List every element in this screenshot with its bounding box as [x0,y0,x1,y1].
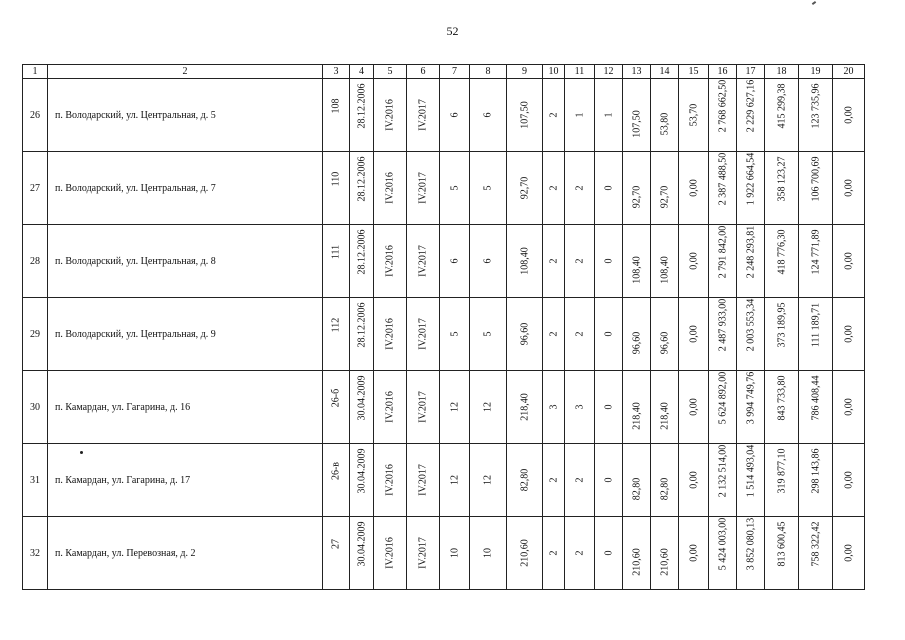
page-number: 52 [446,24,459,38]
date-cell [350,517,374,590]
column-header: 11 [565,65,595,79]
rooms-private-cell [565,225,595,298]
area-total-cell [623,371,651,444]
local-budget-cell [799,517,833,590]
cost-total-cell-text: 2 132 514,00 [717,445,728,498]
extra-funds-cell [833,298,865,371]
area-private-cell-text: 108,40 [659,255,670,284]
regional-budget-cell-text: 843 733,80 [776,375,787,421]
extra-funds-cell-text: 0,00 [843,325,854,343]
fund-cell [737,152,765,225]
cost-total-cell-text: 2 387 488,50 [717,153,728,206]
end-period-cell-text: IV.2017 [417,172,429,204]
regional-budget-cell-text: 418 776,30 [776,229,787,275]
rooms-cell [543,444,565,517]
regional-budget-cell-text: 813 600,45 [776,521,787,567]
rooms-cell-text: 2 [548,331,559,337]
area-cell-text: 82,80 [519,468,530,492]
rooms-cell-text: 2 [548,185,559,191]
column-header: 5 [374,65,407,79]
rooms-private-cell-text: 2 [574,185,585,191]
residents-cell [440,79,470,152]
regional-budget-cell [765,298,799,371]
address-cell: п. Камардан, ул. Перевозная, д. 2 [48,517,323,590]
extra-funds-cell [833,79,865,152]
end-period-cell [407,371,440,444]
table-row [23,517,865,590]
area-cell-text: 107,50 [519,101,530,129]
house-id-cell [323,371,350,444]
area-cell [507,298,543,371]
end-period-cell [407,79,440,152]
rooms-private-cell-text: 2 [574,258,585,264]
row-number: 28 [23,225,48,298]
regional-budget-cell-text: 358 123,27 [776,156,787,202]
area-municipal-cell-text: 0,00 [688,325,699,343]
local-budget-cell [799,444,833,517]
house-id-cell [323,79,350,152]
row-number: 26 [23,79,48,152]
local-budget-cell-text: 111 189,71 [810,303,821,348]
area-cell-text: 210,60 [519,539,530,567]
residents-cell-text: 10 [449,548,460,558]
rooms-private-cell-text: 3 [574,404,585,410]
rooms-private-cell [565,444,595,517]
date-cell-text: 30.04.2009 [356,521,367,567]
residents-resettled-cell [470,79,507,152]
local-budget-cell-text: 786 408,44 [810,375,821,421]
table-row [23,298,865,371]
regional-budget-cell [765,152,799,225]
rooms-private-cell [565,152,595,225]
residents-resettled-cell [470,152,507,225]
column-header: 13 [623,65,651,79]
header-row [23,65,865,79]
house-id-cell-text: 27 [330,539,342,550]
residents-cell [440,444,470,517]
residents-resettled-cell [470,444,507,517]
start-period-cell [374,444,407,517]
local-budget-cell-text: 758 322,42 [810,521,821,567]
rooms-municipal-cell-text: 0 [603,550,614,556]
column-header: 3 [323,65,350,79]
address-cell: п. Камардан, ул. Гагарина, д. 16 [48,371,323,444]
extra-funds-cell-text: 0,00 [843,106,854,124]
residents-cell-text: 5 [449,185,460,191]
area-cell-text: 92,70 [519,176,530,200]
rooms-cell-text: 2 [548,550,559,556]
fund-cell [737,298,765,371]
area-municipal-cell [679,371,709,444]
date-cell [350,79,374,152]
end-period-cell-text: IV.2017 [417,391,429,423]
rooms-private-cell-text: 2 [574,331,585,337]
area-cell [507,79,543,152]
end-period-cell [407,517,440,590]
area-municipal-cell-text: 0,00 [688,179,699,197]
area-municipal-cell-text: 0,00 [688,544,699,562]
residents-resettled-cell [470,225,507,298]
start-period-cell [374,79,407,152]
fund-cell [737,79,765,152]
column-header: 7 [440,65,470,79]
table-row [23,152,865,225]
start-period-cell [374,298,407,371]
column-header: 18 [765,65,799,79]
local-budget-cell [799,371,833,444]
rooms-cell [543,517,565,590]
start-period-cell-text: IV.2016 [384,99,396,131]
rooms-cell-text: 2 [548,477,559,483]
area-municipal-cell [679,152,709,225]
column-header: 2 [48,65,323,79]
fund-cell-text: 2 229 627,16 [745,80,756,133]
residents-resettled-cell-text: 5 [482,331,494,337]
extra-funds-cell [833,444,865,517]
area-total-cell [623,517,651,590]
area-municipal-cell-text: 0,00 [688,398,699,416]
cost-total-cell-text: 2 791 842,00 [717,226,728,279]
area-private-cell [651,371,679,444]
rooms-municipal-cell-text: 0 [603,404,614,410]
start-period-cell-text: IV.2016 [384,537,396,569]
area-cell-text: 108,40 [519,247,530,275]
area-total-cell [623,225,651,298]
area-cell-text: 218,40 [519,393,530,421]
row-number: 31 [23,444,48,517]
residents-resettled-cell [470,517,507,590]
cost-total-cell-text: 5 624 892,00 [717,372,728,425]
extra-funds-cell [833,517,865,590]
scan-mark [812,1,816,5]
column-header: 9 [507,65,543,79]
area-total-cell-text: 107,50 [631,109,642,138]
start-period-cell [374,371,407,444]
residents-resettled-cell [470,371,507,444]
fund-cell-text: 1 514 493,04 [745,445,756,498]
fund-cell-text: 3 994 749,76 [745,372,756,425]
row-number: 32 [23,517,48,590]
area-municipal-cell-text: 53,70 [688,103,699,127]
date-cell-text: 28.12.2006 [356,83,367,129]
area-municipal-cell [679,517,709,590]
end-period-cell [407,444,440,517]
row-number: 30 [23,371,48,444]
local-budget-cell-text: 106 700,69 [810,156,821,202]
regional-budget-cell [765,225,799,298]
column-header: 14 [651,65,679,79]
house-id-cell-text: 26-в [330,462,342,481]
residents-cell [440,152,470,225]
regional-budget-cell [765,371,799,444]
residents-cell-text: 6 [449,112,460,118]
column-header: 19 [799,65,833,79]
table-row [23,444,865,517]
house-id-cell [323,444,350,517]
fund-cell-text: 3 852 080,13 [745,518,756,571]
area-total-cell-text: 218,40 [631,401,642,430]
area-private-cell-text: 82,80 [659,477,670,500]
date-cell-text: 30.04.2009 [356,375,367,421]
rooms-private-cell [565,79,595,152]
local-budget-cell [799,152,833,225]
area-private-cell-text: 96,60 [659,331,670,354]
local-budget-cell-text: 123 735,96 [810,83,821,129]
end-period-cell-text: IV.2017 [417,245,429,277]
area-total-cell [623,79,651,152]
start-period-cell [374,517,407,590]
address-cell: п. Камардан, ул. Гагарина, д. 17 [48,444,323,517]
rooms-municipal-cell [595,517,623,590]
date-cell [350,225,374,298]
date-cell [350,298,374,371]
row-number: 29 [23,298,48,371]
area-private-cell [651,152,679,225]
fund-cell [737,371,765,444]
rooms-private-cell-text: 2 [574,477,585,483]
start-period-cell-text: IV.2016 [384,391,396,423]
end-period-cell-text: IV.2017 [417,537,429,569]
cost-total-cell [709,371,737,444]
extra-funds-cell-text: 0,00 [843,179,854,197]
cost-total-cell [709,152,737,225]
regional-budget-cell-text: 415 299,38 [776,83,787,129]
date-cell-text: 28.12.2006 [356,156,367,202]
area-cell [507,444,543,517]
column-header: 12 [595,65,623,79]
date-cell-text: 30.04.2009 [356,448,367,494]
cost-total-cell-text: 2 487 933,00 [717,299,728,352]
residents-cell-text: 6 [449,258,460,264]
column-header: 20 [833,65,865,79]
end-period-cell [407,225,440,298]
area-private-cell [651,444,679,517]
rooms-municipal-cell-text: 0 [603,258,614,264]
area-total-cell-text: 82,80 [631,477,642,500]
fund-cell [737,517,765,590]
start-period-cell [374,225,407,298]
row-number: 27 [23,152,48,225]
local-budget-cell-text: 124 771,89 [810,229,821,275]
end-period-cell [407,298,440,371]
area-municipal-cell [679,225,709,298]
extra-funds-cell [833,152,865,225]
house-id-cell [323,225,350,298]
residents-resettled-cell-text: 6 [482,258,494,264]
cost-total-cell-text: 2 768 662,50 [717,80,728,133]
column-header: 6 [407,65,440,79]
residents-cell-text: 5 [449,331,460,337]
rooms-private-cell-text: 1 [574,112,585,118]
area-total-cell [623,444,651,517]
start-period-cell-text: IV.2016 [384,245,396,277]
start-period-cell-text: IV.2016 [384,172,396,204]
cost-total-cell [709,444,737,517]
residents-resettled-cell-text: 10 [482,548,494,558]
date-cell-text: 28.12.2006 [356,302,367,348]
area-private-cell [651,79,679,152]
residents-resettled-cell-text: 12 [482,475,494,485]
area-private-cell-text: 218,40 [659,401,670,430]
extra-funds-cell [833,371,865,444]
end-period-cell-text: IV.2017 [417,99,429,131]
area-total-cell [623,152,651,225]
start-period-cell [374,152,407,225]
date-cell-text: 28.12.2006 [356,229,367,275]
fund-cell-text: 2 248 293,81 [745,226,756,279]
extra-funds-cell-text: 0,00 [843,471,854,489]
regional-budget-cell [765,517,799,590]
column-header: 1 [23,65,48,79]
area-municipal-cell [679,298,709,371]
rooms-cell [543,225,565,298]
house-id-cell-text: 111 [330,245,342,260]
rooms-private-cell [565,517,595,590]
regional-budget-cell [765,444,799,517]
area-total-cell-text: 210,60 [631,547,642,576]
local-budget-cell [799,298,833,371]
rooms-municipal-cell-text: 0 [603,477,614,483]
residents-cell [440,517,470,590]
column-header: 8 [470,65,507,79]
date-cell [350,371,374,444]
residents-cell [440,225,470,298]
rooms-municipal-cell-text: 1 [603,112,614,118]
cost-total-cell [709,298,737,371]
date-cell [350,444,374,517]
rooms-cell-text: 2 [548,258,559,264]
rooms-municipal-cell [595,444,623,517]
regional-budget-cell-text: 373 189,95 [776,302,787,348]
fund-cell-text: 2 003 553,34 [745,299,756,352]
table-row [23,225,865,298]
rooms-municipal-cell [595,225,623,298]
address-cell: п. Володарский, ул. Центральная, д. 9 [48,298,323,371]
local-budget-cell-text: 298 143,86 [810,448,821,494]
area-cell [507,517,543,590]
start-period-cell-text: IV.2016 [384,318,396,350]
rooms-municipal-cell [595,298,623,371]
rooms-private-cell-text: 2 [574,550,585,556]
local-budget-cell [799,79,833,152]
area-cell [507,152,543,225]
regional-budget-cell [765,79,799,152]
register-table [22,64,865,590]
residents-cell [440,298,470,371]
house-id-cell [323,152,350,225]
column-header: 16 [709,65,737,79]
fund-cell-text: 1 922 664,54 [745,153,756,206]
extra-funds-cell [833,225,865,298]
area-cell [507,371,543,444]
table-row [23,371,865,444]
start-period-cell-text: IV.2016 [384,464,396,496]
fund-cell [737,444,765,517]
area-private-cell-text: 210,60 [659,547,670,576]
house-id-cell-text: 26-б [330,389,342,408]
house-id-cell-text: 112 [330,318,342,333]
area-total-cell-text: 96,60 [631,331,642,354]
area-private-cell-text: 53,80 [659,112,670,135]
area-total-cell-text: 108,40 [631,255,642,284]
rooms-private-cell [565,298,595,371]
area-municipal-cell [679,79,709,152]
extra-funds-cell-text: 0,00 [843,252,854,270]
end-period-cell-text: IV.2017 [417,464,429,496]
area-municipal-cell-text: 0,00 [688,252,699,270]
residents-resettled-cell-text: 12 [482,402,494,412]
area-private-cell [651,517,679,590]
rooms-municipal-cell-text: 0 [603,185,614,191]
area-cell [507,225,543,298]
house-id-cell [323,517,350,590]
area-private-cell [651,225,679,298]
residents-resettled-cell-text: 5 [482,185,494,191]
column-header: 10 [543,65,565,79]
area-cell-text: 96,60 [519,322,530,346]
rooms-cell [543,152,565,225]
rooms-municipal-cell [595,79,623,152]
area-private-cell [651,298,679,371]
rooms-municipal-cell-text: 0 [603,331,614,337]
residents-cell [440,371,470,444]
rooms-municipal-cell [595,152,623,225]
date-cell [350,152,374,225]
residents-resettled-cell [470,298,507,371]
rooms-cell [543,298,565,371]
end-period-cell [407,152,440,225]
regional-budget-cell-text: 319 877,10 [776,448,787,494]
address-cell: п. Володарский, ул. Центральная, д. 8 [48,225,323,298]
area-municipal-cell-text: 0,00 [688,471,699,489]
end-period-cell-text: IV.2017 [417,318,429,350]
address-cell: п. Володарский, ул. Центральная, д. 5 [48,79,323,152]
column-header: 17 [737,65,765,79]
residents-cell-text: 12 [449,475,460,485]
cost-total-cell [709,517,737,590]
table-row [23,79,865,152]
residents-resettled-cell-text: 6 [482,112,494,118]
rooms-municipal-cell [595,371,623,444]
extra-funds-cell-text: 0,00 [843,544,854,562]
house-id-cell [323,298,350,371]
area-private-cell-text: 92,70 [659,185,670,208]
cost-total-cell [709,225,737,298]
local-budget-cell [799,225,833,298]
residents-cell-text: 12 [449,402,460,412]
house-id-cell-text: 110 [330,172,342,187]
cost-total-cell [709,79,737,152]
rooms-cell-text: 2 [548,112,559,118]
fund-cell [737,225,765,298]
column-header: 4 [350,65,374,79]
area-municipal-cell [679,444,709,517]
rooms-cell-text: 3 [548,404,559,410]
area-total-cell [623,298,651,371]
rooms-cell [543,371,565,444]
extra-funds-cell-text: 0,00 [843,398,854,416]
column-header: 15 [679,65,709,79]
rooms-cell [543,79,565,152]
area-total-cell-text: 92,70 [631,185,642,208]
cost-total-cell-text: 5 424 003,00 [717,518,728,571]
address-cell: п. Володарский, ул. Центральная, д. 7 [48,152,323,225]
house-id-cell-text: 108 [330,98,342,114]
rooms-private-cell [565,371,595,444]
